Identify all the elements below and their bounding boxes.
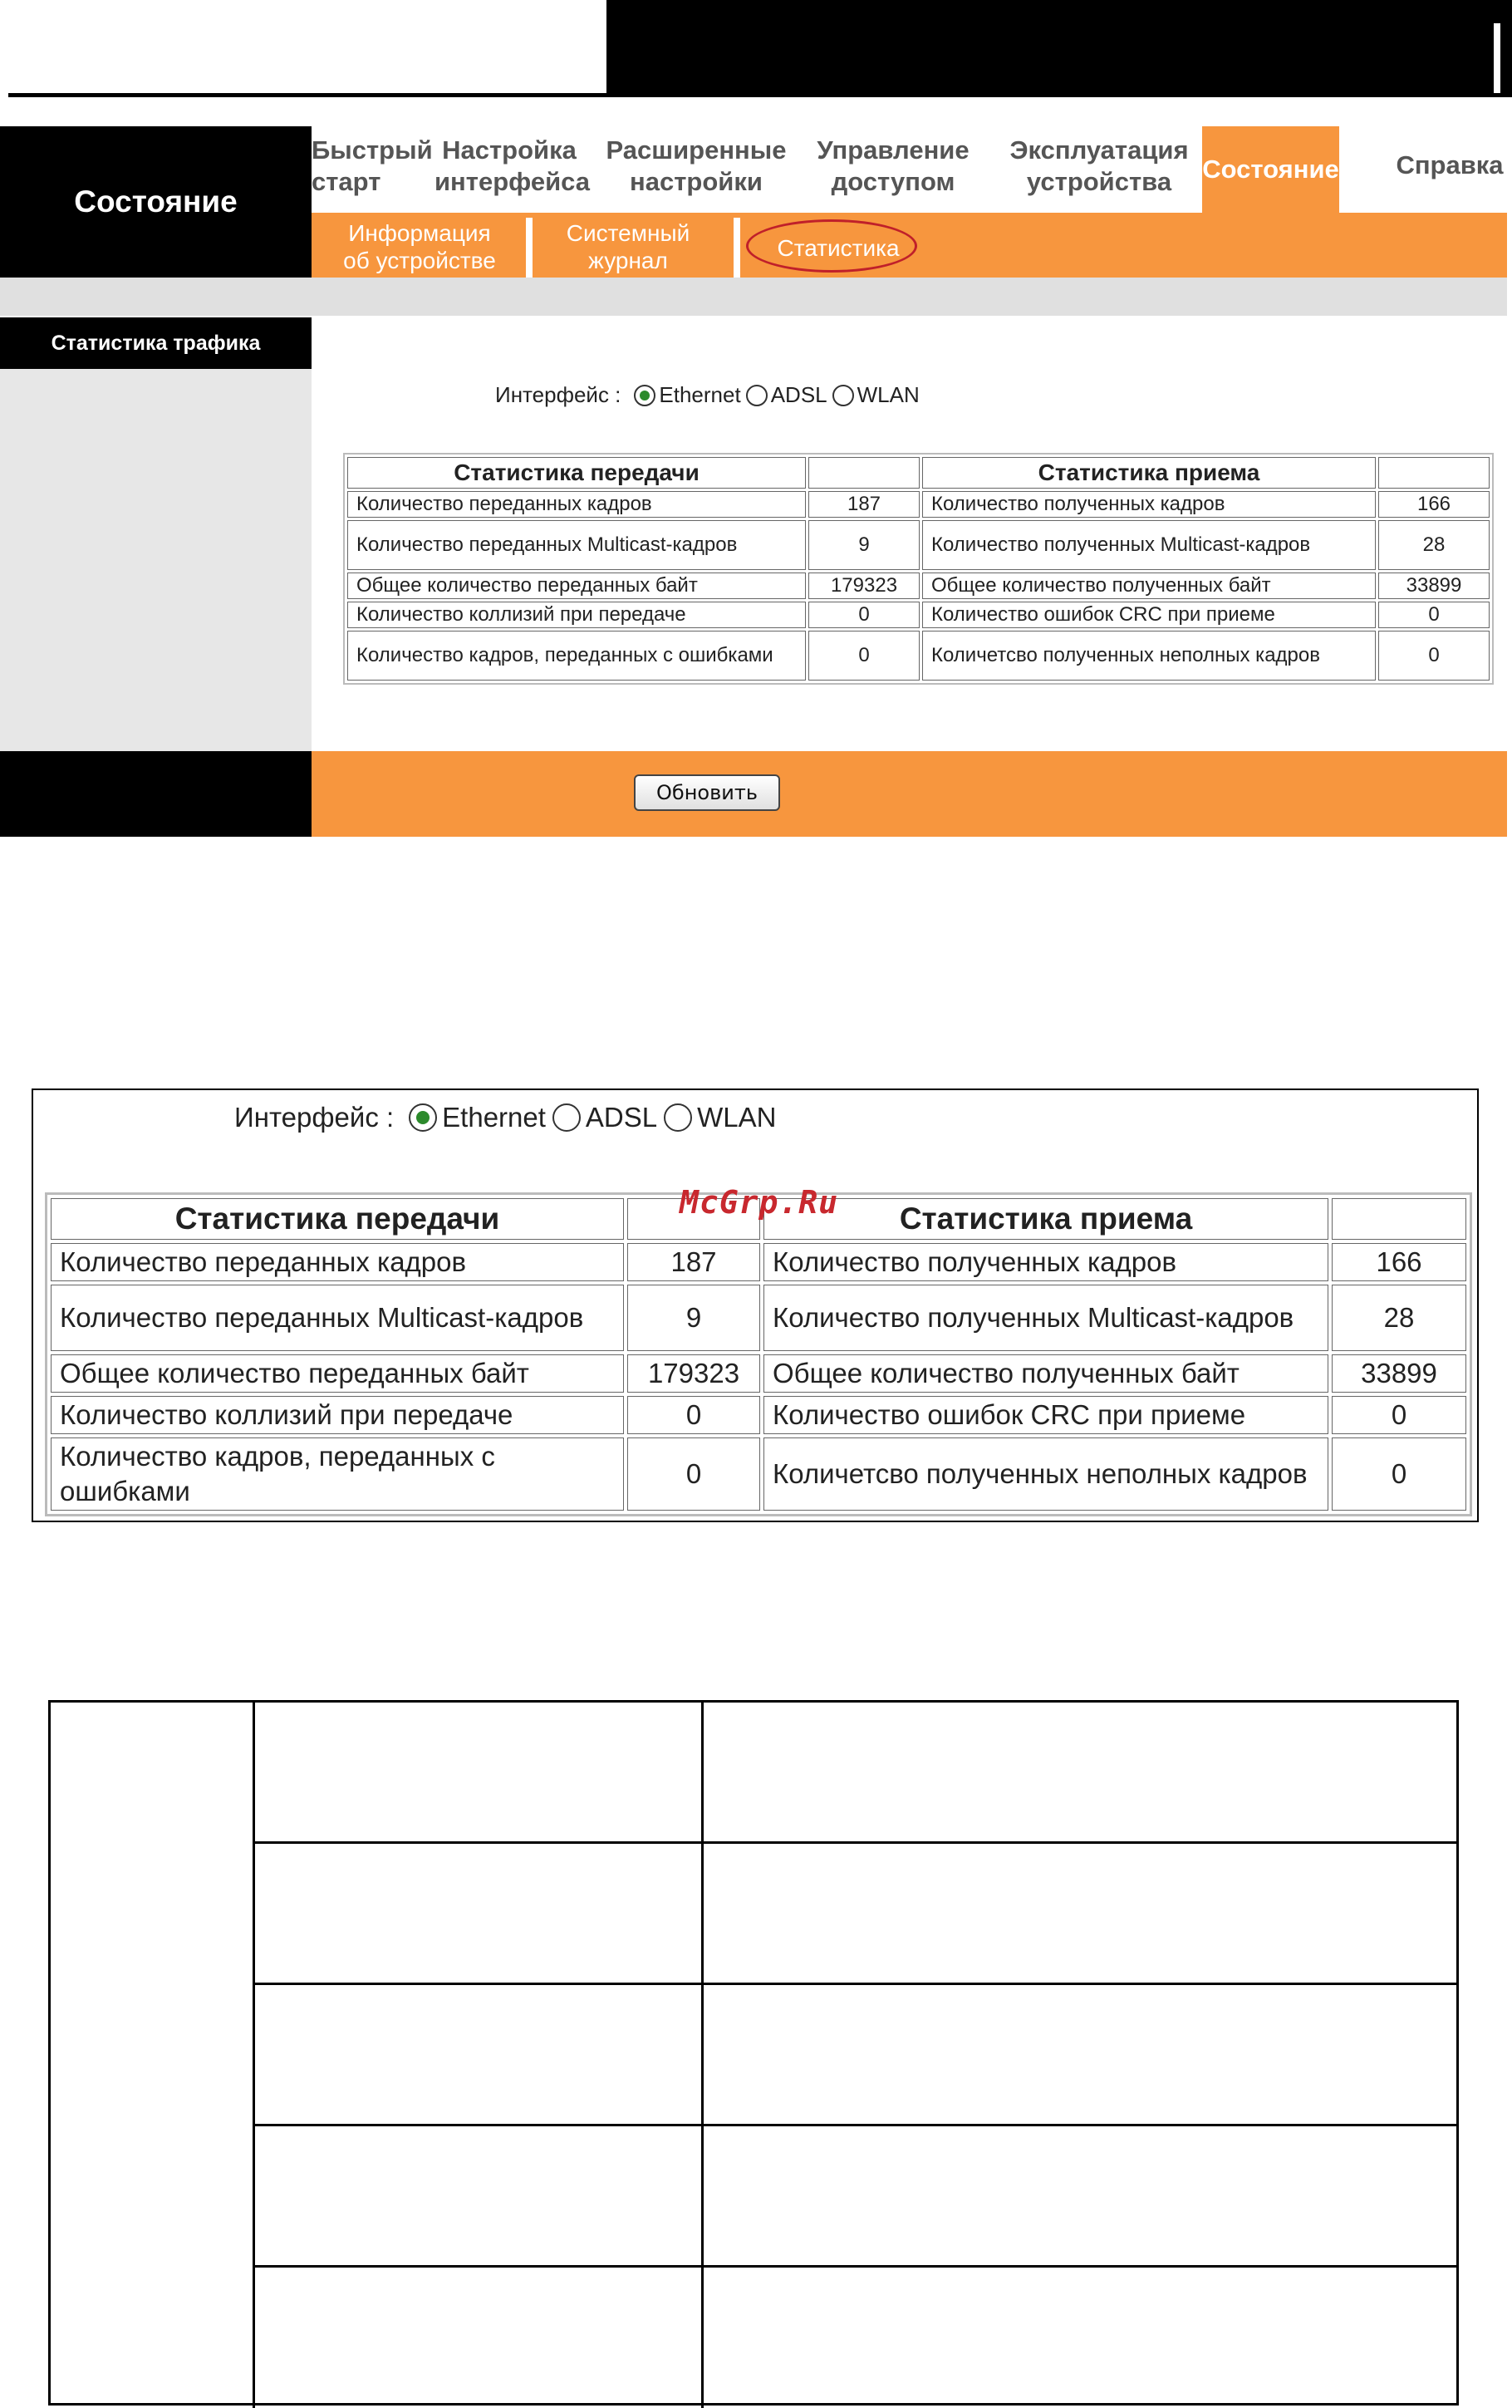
- rx-value: 166: [1378, 491, 1490, 518]
- radio-wlan-label: WLAN: [697, 1102, 777, 1133]
- radio-ethernet-label: Ethernet: [659, 382, 741, 407]
- rx-label: Количество полученных Multicast-кадров: [763, 1285, 1328, 1351]
- tx-value: 0: [808, 631, 920, 681]
- document-header-notch: [1494, 23, 1500, 96]
- radio-ethernet-label: Ethernet: [442, 1102, 546, 1133]
- gray-band: [0, 278, 1507, 316]
- table-row-line: [253, 2265, 1459, 2268]
- section-title: Состояние: [0, 126, 312, 278]
- subnav-device-info[interactable]: Информация об устройстве: [343, 220, 496, 273]
- table-row-line: [253, 1983, 1459, 1985]
- radio-wlan[interactable]: [664, 1103, 692, 1132]
- tx-value: 179323: [808, 573, 920, 599]
- interface-label: Интерфейс :: [234, 1102, 395, 1133]
- tx-label: Количество коллизий при передаче: [51, 1396, 624, 1434]
- tx-label: Общее количество переданных байт: [51, 1354, 624, 1393]
- tx-label: Количество переданных кадров: [347, 491, 806, 518]
- nav-quick-start[interactable]: Быстрый старт: [312, 135, 433, 196]
- table-row: [51, 1396, 1466, 1434]
- nav-advanced-setup[interactable]: Расширенные настройки: [606, 135, 787, 196]
- table-row: [347, 491, 1490, 518]
- document-header-bar: [606, 0, 1512, 96]
- tx-label: Количество коллизий при передаче: [347, 602, 806, 628]
- tx-value: 9: [808, 520, 920, 570]
- tx-label: Количество переданных Multicast-кадров: [51, 1285, 624, 1351]
- rx-value: 28: [1332, 1285, 1466, 1351]
- tx-value-header: [808, 457, 920, 489]
- radio-adsl[interactable]: [746, 385, 768, 406]
- tx-value: 0: [627, 1437, 760, 1511]
- subnav-statistics[interactable]: Статистика: [777, 235, 900, 261]
- table-col-line: [253, 1703, 255, 2408]
- subnav-system-log[interactable]: Системный журнал: [566, 220, 690, 273]
- rx-value-header: [1332, 1198, 1466, 1240]
- interface-selector: [495, 382, 920, 408]
- rx-label: Количество полученных кадров: [922, 491, 1376, 518]
- rx-label: Количество полученных Multicast-кадров: [922, 520, 1376, 570]
- nav-maintenance[interactable]: Эксплуатация устройства: [1009, 135, 1189, 196]
- radio-adsl[interactable]: [552, 1103, 581, 1132]
- rx-header: Статистика приема: [922, 457, 1376, 489]
- traffic-stats-table: [343, 453, 1494, 685]
- tx-value: 0: [627, 1396, 760, 1434]
- side-panel: [0, 369, 312, 751]
- zoom-interface-selector: [234, 1102, 776, 1133]
- tx-value: 9: [627, 1285, 760, 1351]
- rx-label: Количетсво полученных неполных кадров: [922, 631, 1376, 681]
- table-row: [51, 1243, 1466, 1281]
- table-col-line: [701, 1703, 704, 2408]
- radio-adsl-label: ADSL: [770, 382, 827, 407]
- side-title-traffic-stats: Статистика трафика: [0, 317, 312, 369]
- rx-value: 0: [1378, 631, 1490, 681]
- tx-value: 187: [808, 491, 920, 518]
- table-row-line: [253, 2124, 1459, 2126]
- rx-value: 33899: [1378, 573, 1490, 599]
- tx-header: Статистика передачи: [347, 457, 806, 489]
- radio-ethernet[interactable]: [409, 1103, 437, 1132]
- tx-label: Количество кадров, переданных с ошибками: [347, 631, 806, 681]
- table-row: [51, 1285, 1466, 1351]
- radio-adsl-label: ADSL: [585, 1102, 658, 1133]
- tx-label: Количество кадров, переданных с ошибками: [51, 1437, 624, 1511]
- table-row-line: [253, 1841, 1459, 1844]
- table-header-row: [347, 457, 1490, 489]
- rx-header: Статистика приема: [763, 1198, 1328, 1240]
- tx-value: 179323: [627, 1354, 760, 1393]
- nav-interface-setup[interactable]: Настройка интерфейса: [434, 135, 591, 196]
- footer-left: [0, 751, 312, 837]
- rx-value: 166: [1332, 1243, 1466, 1281]
- rx-label: Общее количество полученных байт: [763, 1354, 1328, 1393]
- tx-label: Количество переданных Multicast-кадров: [347, 520, 806, 570]
- tx-label: Количество переданных кадров: [51, 1243, 624, 1281]
- radio-wlan[interactable]: [832, 385, 854, 406]
- nav-status-active[interactable]: Состояние: [1202, 126, 1339, 213]
- refresh-button[interactable]: Обновить: [634, 774, 780, 811]
- rx-value: 28: [1378, 520, 1490, 570]
- tx-label: Общее количество переданных байт: [347, 573, 806, 599]
- rx-value-header: [1378, 457, 1490, 489]
- footer-bar: [312, 751, 1507, 837]
- table-row: [347, 520, 1490, 570]
- subnav-separator: [734, 218, 740, 278]
- table-row: [51, 1437, 1466, 1511]
- radio-ethernet[interactable]: [634, 385, 655, 406]
- nav-access-management[interactable]: Управление доступом: [817, 135, 970, 196]
- rx-label: Количетсво полученных неполных кадров: [763, 1437, 1328, 1511]
- document-header-rule: [8, 93, 1512, 97]
- table-row: [347, 631, 1490, 681]
- radio-wlan-label: WLAN: [857, 382, 920, 407]
- statistics-highlight-ellipse: [746, 219, 917, 273]
- tx-value: 0: [808, 602, 920, 628]
- rx-value: 33899: [1332, 1354, 1466, 1393]
- rx-label: Количество полученных кадров: [763, 1243, 1328, 1281]
- rx-value: 0: [1378, 602, 1490, 628]
- watermark-logo: McGrp.Ru: [680, 1184, 839, 1221]
- rx-value: 0: [1332, 1437, 1466, 1511]
- description-table: [48, 1700, 1459, 2406]
- table-row: [51, 1354, 1466, 1393]
- rx-label: Общее количество полученных байт: [922, 573, 1376, 599]
- rx-value: 0: [1332, 1396, 1466, 1434]
- rx-label: Количество ошибок CRC при приеме: [922, 602, 1376, 628]
- nav-help[interactable]: Справка: [1396, 150, 1504, 179]
- table-row: [347, 573, 1490, 599]
- subnav-separator: [526, 218, 533, 278]
- tx-header: Статистика передачи: [51, 1198, 624, 1240]
- rx-label: Количество ошибок CRC при приеме: [763, 1396, 1328, 1434]
- interface-label: Интерфейс :: [495, 382, 621, 407]
- zoom-traffic-stats-table: [45, 1192, 1472, 1516]
- tx-value: 187: [627, 1243, 760, 1281]
- table-row: [347, 602, 1490, 628]
